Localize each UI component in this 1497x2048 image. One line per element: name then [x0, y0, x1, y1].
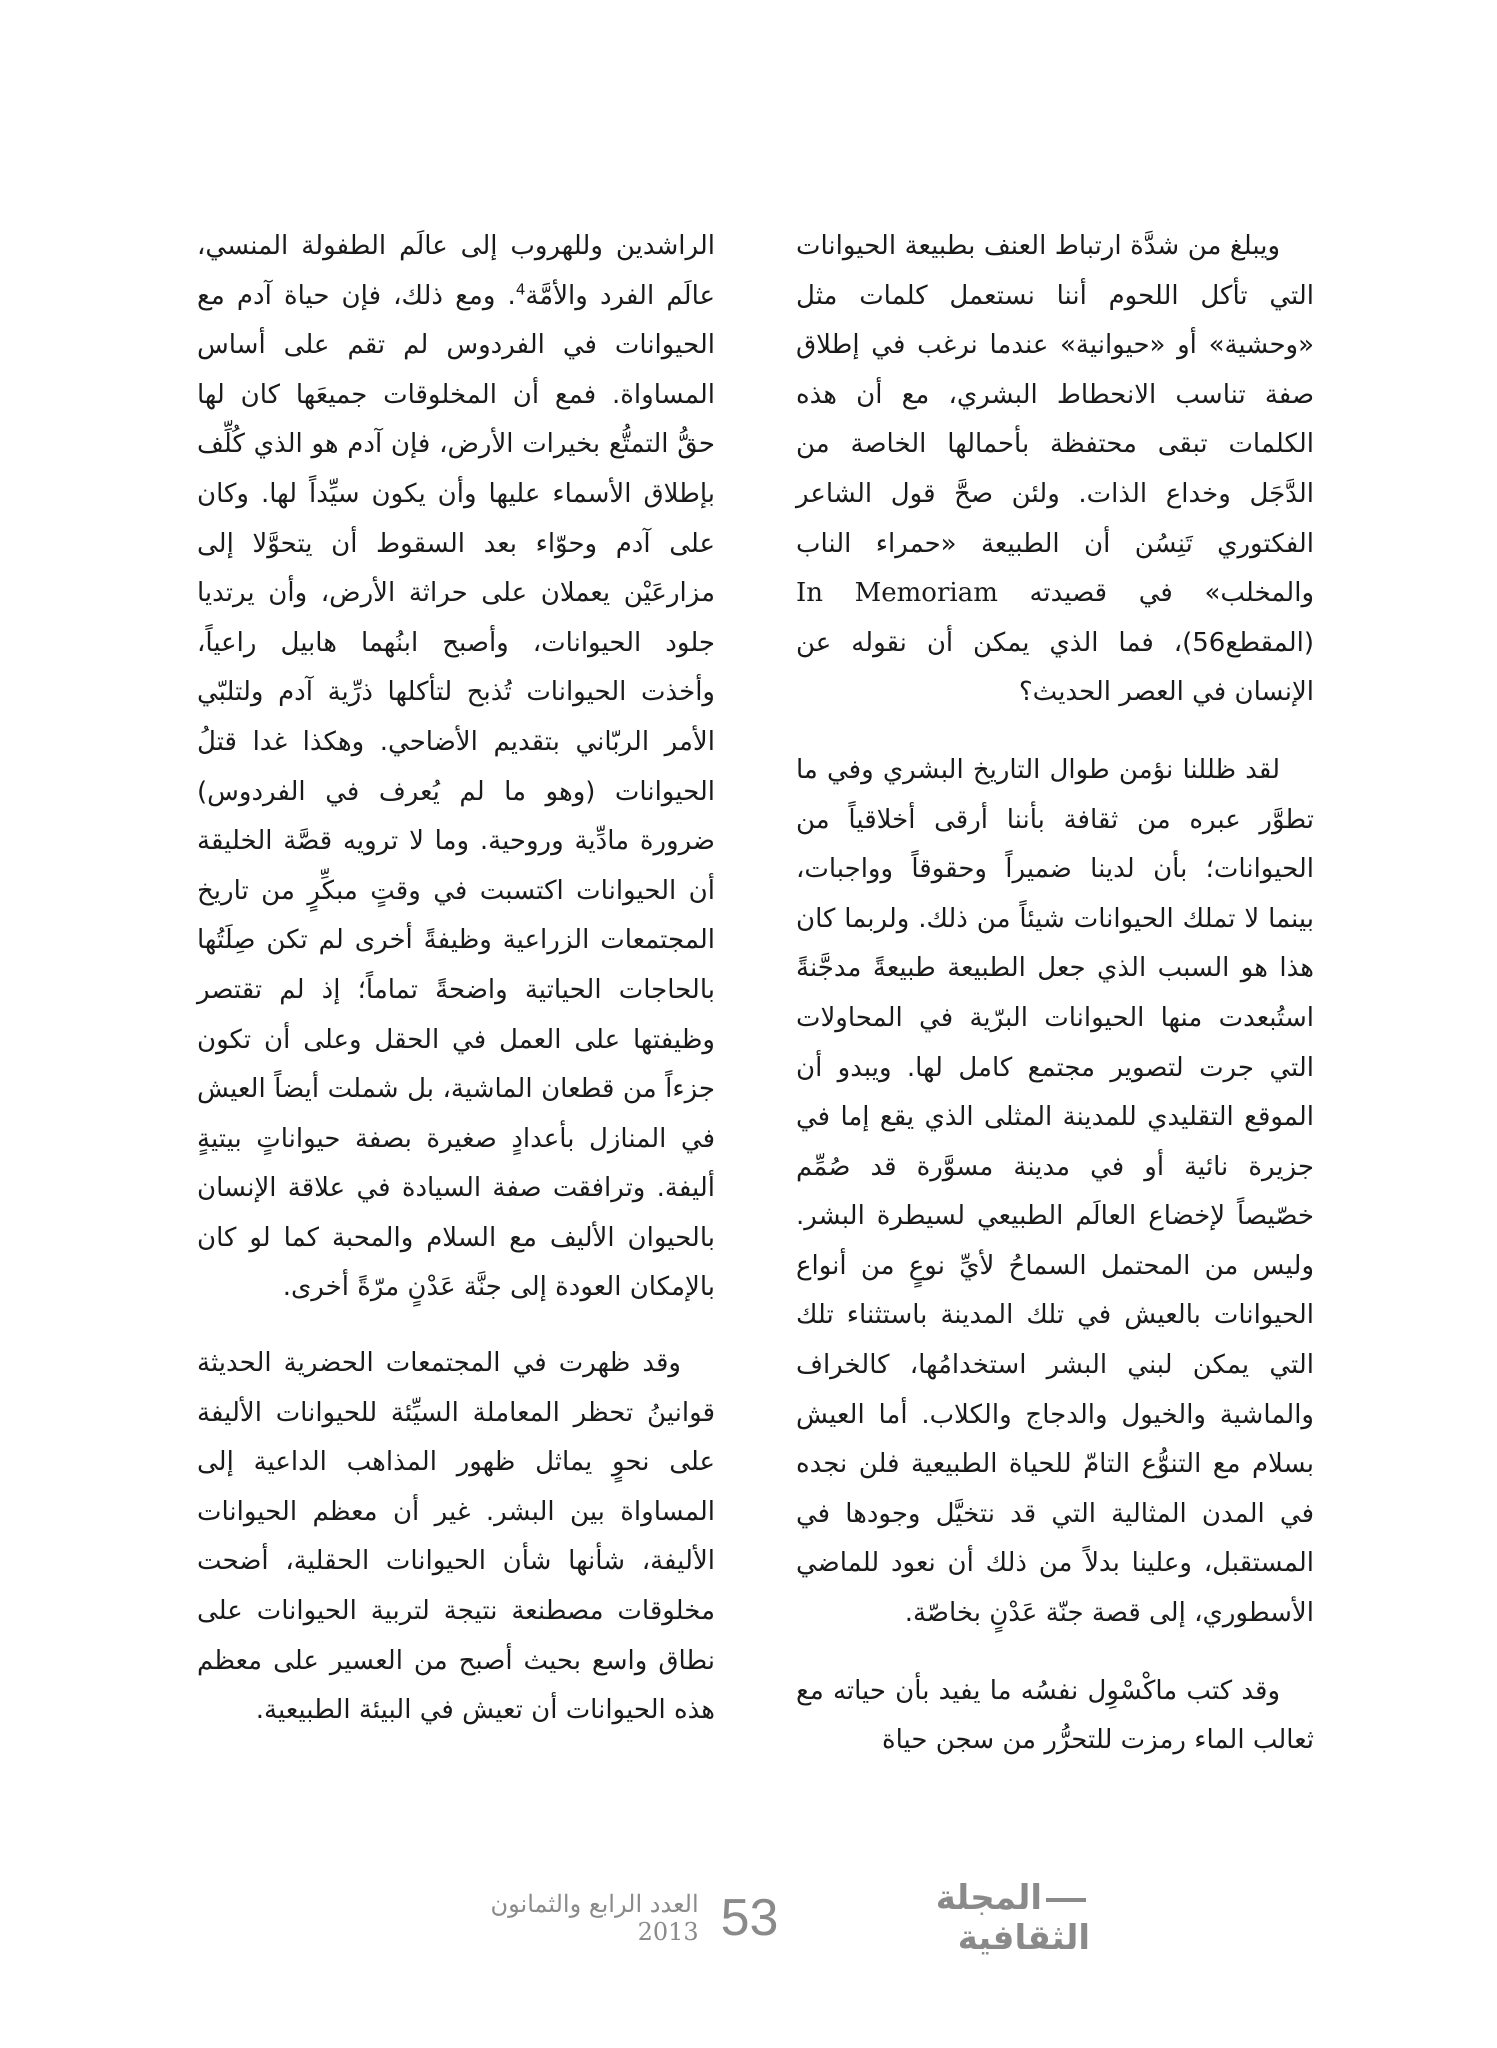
text-line: (المقطع56)، فما الذي يمكن أن نقوله عن الإنسان في العصر الحديث؟ — [796, 627, 1314, 708]
text-line: مع أن هذه الكلمات تبقى محتفظة بأحمالها — [796, 379, 1314, 460]
decorative-bar — [1046, 1898, 1086, 1902]
magazine-name — [800, 1878, 1090, 1958]
page-number: 53 — [720, 1889, 779, 1947]
poem-title: In Memoriam — [796, 578, 998, 609]
page-footer — [430, 1878, 1090, 1958]
text-line: في إطلاق صفة تناسب الانحطاط البشري، — [796, 330, 1315, 410]
text-line: الخاصة من الدَّجَل وخداع الذات. ولئن صحَّ — [796, 429, 1314, 509]
left-column — [197, 222, 715, 1762]
paragraph-maxwell: وقد كتب ماكْسْوِل نفسُه ما يفيد بأن حياته مع ثعالب الماء رمزت للتحرُّر من سجن حياة — [796, 1675, 1314, 1756]
text-line: ويبلغ من شدَّة ارتباط العنف بطبيعة — [904, 231, 1280, 261]
text-line: قول الشاعر الفكتوري تَنِسُن أن الطبيعة «حمراء — [796, 478, 1314, 559]
issue-label: العدد الرابع والثمانون 2013 — [490, 1890, 699, 1946]
paragraph-urban-laws: وقد ظهرت في المجتمعات الحضرية الحديثة قوانينُ تحظر المعاملة السيِّئة للحيوانات الأليفة على نحوٍ يماثل ظهور المذاهب الداعية إلى المساواة بين البشر. غير أن معظم الحيوانات الأليفة، شأنها شأن الحيوانات الحقلية، أضحت مخلوقات مصطنعة نتيجة لتربية الحيوانات على نطاق واسع بحيث أصبح من العسير على معظم هذه الحيوانات أن تعيش في البيئة الطبيعية. — [197, 1348, 715, 1726]
paragraph-morality: لقد ظللنا نؤمن طوال التاريخ البشري وفي ما تطوَّر عبره من ثقافة بأننا أرقى أخلاقياً من الحيوانات؛ بأن لدينا ضميراً وحقوقاً وواجبات، بينما لا تملك الحيوانات شيئاً من ذلك. ولربما كان هذا هو السبب الذي جعل الطبيعة طبيعةً مدجَّنةً استُبعدت منها الحيوانات البرّية في المحاولات التي جرت لتصوير مجتمع كامل لها. ويبدو أن الموقع التقليدي للمدينة المثلى الذي يقع إما في جزيرة نائية أو في مدينة مسوَّرة قد صُمِّم خصّيصاً لإخضاع العالَم الطبيعي لسيطرة البشر. وليس من المحتمل السماحُ لأيِّ نوعٍ من أنواع الحيوانات بالعيش في تلك المدينة باستثناء تلك التي يمكن لبني البشر استخدامُها، كالخراف والماشية والخيول والدجاج والكلاب. أما العيش بسلام مع التنوُّع التامّ للحياة الطبيعية فلن نجده في المدن المثالية التي قد نتخيَّل وجودها في المستقبل، وعلينا بدلاً من ذلك أن نعود للماضي الأسطوري، إلى قصة جنّة عَدْنٍ بخاصّة. — [796, 754, 1314, 1629]
text-line: الناب والمخلب» في قصيدته — [796, 528, 1314, 609]
text-run: . ومع ذلك، فإن حياة آدم مع الحيوانات في الفردوس لم تقم على أساس المساواة. فمع أن المخلوقات جميعَها كان لها حقُّ التمتُّع بخيرات الأرض، فإن آدم هو الذي كُلِّف بإطلاق الأسماء عليها وأن يكون سيِّداً لها. وكان على آدم وحوّاء بعد السقوط أن يتحوَّلا إلى مزارعَيْن يعملان على حراثة الأرض، وأن يرتديا جلود الحيوانات، وأصبح ابنُهما هابيل راعياً، وأخذت الحيوانات تُذبح لتأكلها ذرِّية آدم ولتلبّي الأمر الربّاني بتقديم الأضاحي. وهكذا غدا قتلُ الحيوانات (وهو ما لم يُعرف في الفردوس) ضرورة مادِّية وروحية. وما لا ترويه قصَّة الخليقة أن الحيوانات اكتسبت في وقتٍ مبكِّرٍ من تاريخ المجتمعات الزراعية وظيفةً أخرى لم تكن صِلَتُها بالحاجات الحياتية واضحةً تماماً؛ إذ لم تقتصر وظيفتها على العمل في الحقل وعلى أن تكون جزءاً من قطعان الماشية، بل شملت أيضاً العيش في المنازل بأعدادٍ صغيرة بصفة حيواناتٍ بيتيةٍ أليفة. وترافقت صفة السيادة في علاقة الإنسان بالحيوان الأليف مع السلام والمحبة كما لو كان بالإمكان العودة إلى جنَّة عَدْنٍ مرّةً أخرى. — [197, 280, 715, 1303]
magazine-name-text: المجلة الثقافية — [935, 1878, 1090, 1958]
paragraph-adam — [197, 222, 715, 1313]
right-column — [796, 222, 1314, 1794]
text-run: الراشدين وللهروب إلى عالَم الطفولة المنسي، عالَم الفرد والأمَّة — [197, 231, 715, 311]
paragraph-violence — [796, 222, 1314, 718]
text-line: كلمات مثل «وحشية» أو «حيوانية» عندما نرغب — [796, 280, 1314, 361]
footnote-reference: 4 — [515, 279, 526, 298]
text-line: الحيوانات التي تأكل اللحوم أننا نستعمل — [796, 231, 1314, 311]
